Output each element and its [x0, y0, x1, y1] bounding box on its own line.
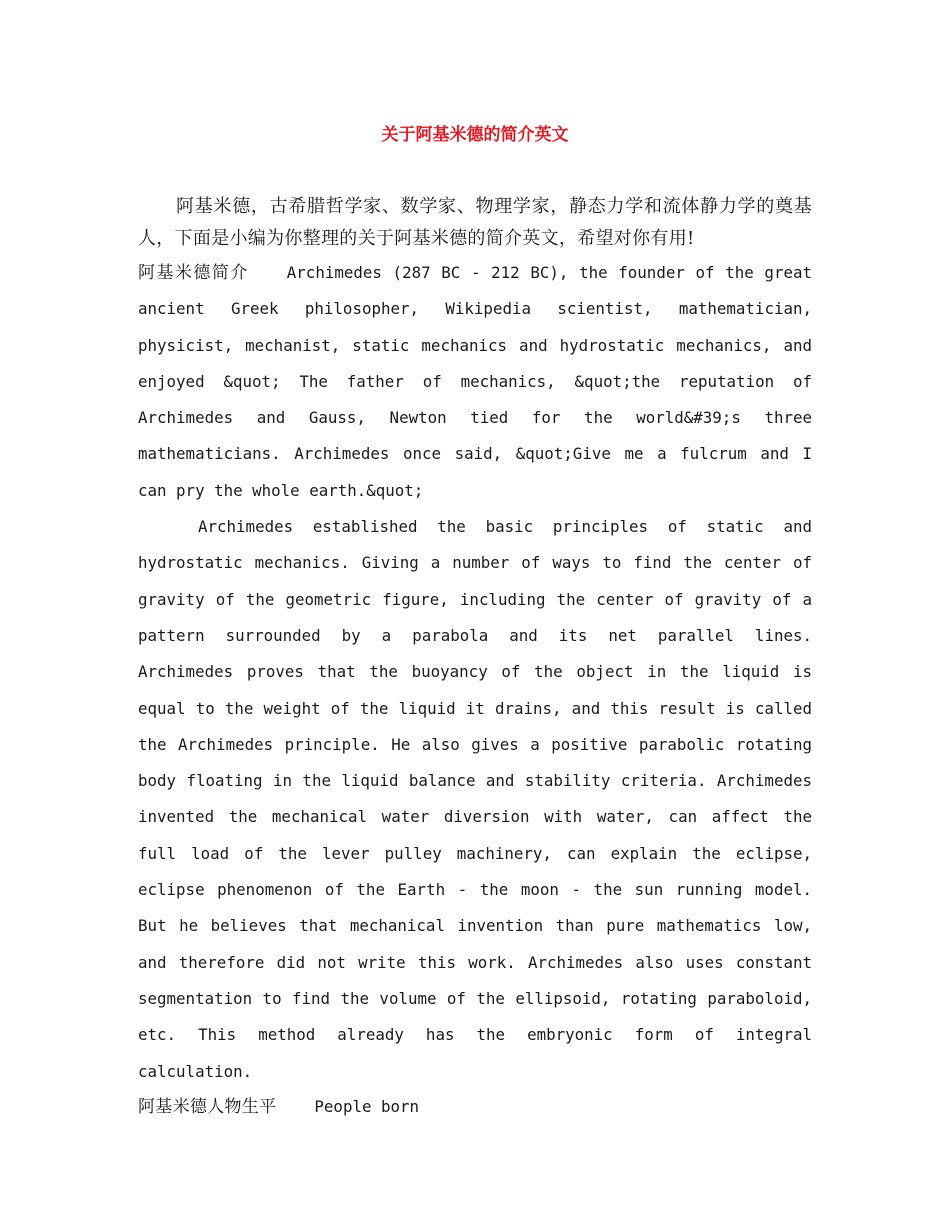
section-heading-intro: 阿基米德简介	[138, 263, 249, 283]
section-intro-paragraph	[138, 255, 812, 509]
principles-paragraph: Archimedes established the basic principles of static and hydrostatic mechanics. Giving a number of ways to find the center of gravity of the geometric figure, including the center of gravity of a pattern surrounded by a parabola and its net parallel lines. Archimedes proves that the buoyancy of the object in the liquid is equal to the weight of the liquid it drains, and this result is called the Archimedes principle. He also gives a positive parabolic rotating body floating in the liquid balance and stability criteria. Archimedes invented the mechanical water diversion with water, can affect the full load of the lever pulley machinery, can explain the eclipse, eclipse phenomenon of the Earth - the moon - the sun running model. But he believes that mechanical invention than pure mathematics low, and therefore did not write this work. Archimedes also uses constant segmentation to find the volume of the ellipsoid, rotating paraboloid, etc. This method already has the embryonic form of integral calculation.	[138, 517, 812, 1081]
intro-paragraph: 阿基米德，古希腊哲学家、数学家、物理学家，静态力学和流体静力学的奠基人，下面是小编为你整理的关于阿基米德的简介英文，希望对你有用!	[138, 196, 812, 249]
section-life-text: People born	[314, 1096, 420, 1116]
section-life-line	[138, 1090, 812, 1124]
document-body	[138, 191, 812, 1124]
section-heading-life: 阿基米德人物生平	[138, 1096, 277, 1117]
section-intro-text: Archimedes (287 BC - 212 BC), the founder of the great ancient Greek philosopher, Wikipedia scientist, mathematician, physicist, mechanist, static mechanics and hydrostatic mechanics, and enjoyed &quot; The father of mechanics, &quot;the reputation of Archimedes and Gauss, Newton tied for the world&#39;s three mathematicians. Archimedes once said, &quot;Give me a fulcrum and I can pry the whole earth.&quot;	[138, 263, 812, 500]
document-title: 关于阿基米德的简介英文	[381, 125, 569, 145]
